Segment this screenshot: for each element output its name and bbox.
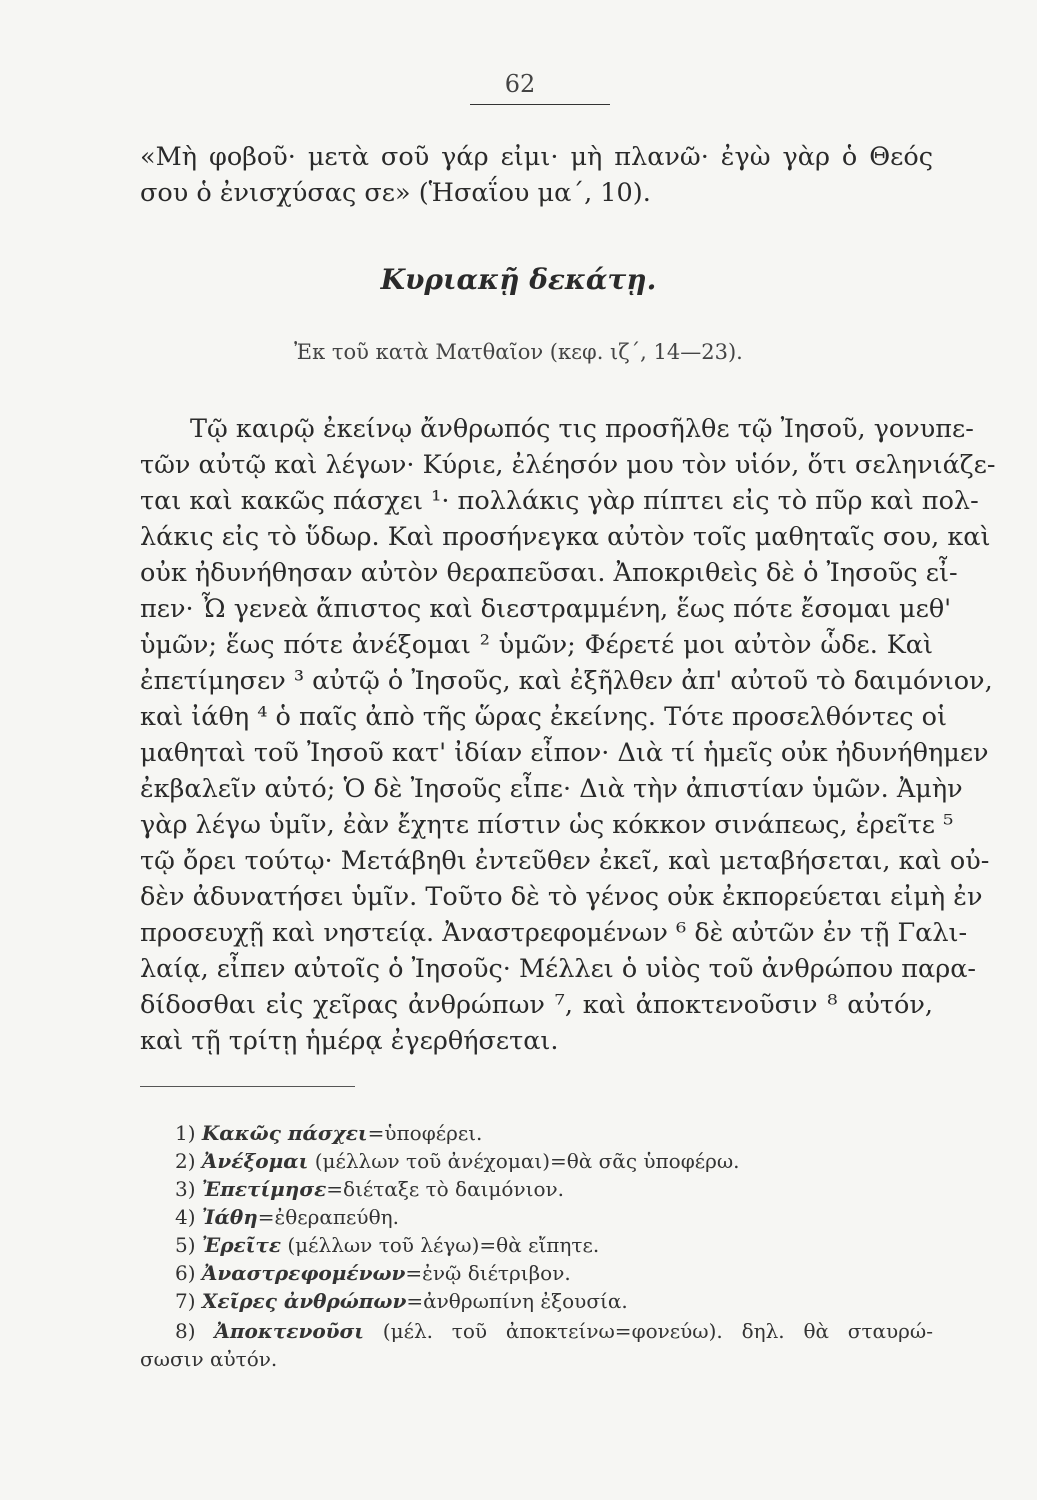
footnote-number: 8) [175, 1319, 196, 1343]
footnote-definition: =ἐθεραπεύθη. [257, 1205, 399, 1229]
footnote-number: 1) [175, 1121, 196, 1145]
footnote [175, 1288, 628, 1314]
footnote-number: 6) [175, 1261, 196, 1285]
footnote [175, 1318, 933, 1344]
body-line: ἐπετίμησεν ³ αὐτῷ ὁ Ἰησοῦς, καὶ ἐξῆλθεν ἀπ' αὐτοῦ τὸ δαιμόνιον, [140, 666, 993, 696]
section-subtitle: Ἐκ τοῦ κατὰ Ματθαῖον (κεφ. ιζ΄, 14—23). [294, 340, 743, 364]
footnote-term: Ἐπετίμησε [201, 1177, 327, 1201]
body-line: καὶ τῇ τρίτῃ ἡμέρᾳ ἐγερθήσεται. [140, 1026, 559, 1056]
body-line: ὑμῶν; ἕως πότε ἀνέξομαι ² ὑμῶν; Φέρετέ μοι αὐτὸν ὧδε. Καὶ [140, 630, 933, 660]
footnote-number: 7) [175, 1289, 196, 1313]
footnotes-rule [140, 1086, 355, 1087]
footnote-definition: (μέλλων τοῦ λέγω)=θὰ εἴπητε. [281, 1233, 600, 1257]
body-line: Τῷ καιρῷ ἐκείνῳ ἄνθρωπός τις προσῆλθε τῷ Ἰησοῦ, γονυπε- [190, 414, 974, 444]
footnote-definition: =ἐνῷ διέτριβον. [405, 1261, 571, 1285]
footnote [175, 1232, 599, 1258]
quote-line: σου ὁ ἐνισχύσας σε» (Ἡσαΐου μα΄, 10). [140, 178, 651, 208]
footnote-term: Ἐρεῖτε [201, 1233, 281, 1257]
footnote-definition: (μέλλων τοῦ ἀνέχομαι)=θὰ σᾶς ὑποφέρω. [308, 1149, 740, 1173]
footnote-term: Χεῖρες ἀνθρώπων [201, 1289, 407, 1313]
quote-line: «Μὴ φοβοῦ· μετὰ σοῦ γάρ εἰμι· μὴ πλανῶ· ἐγὼ γὰρ ὁ Θεός [140, 142, 933, 172]
footnote-definition: =ἀνθρωπίνη ἐξουσία. [406, 1289, 628, 1313]
page-number-rule [470, 104, 610, 105]
body-line: λάκις εἰς τὸ ὕδωρ. Καὶ προσήνεγκα αὐτὸν τοῖς μαθηταῖς σου, καὶ [140, 522, 991, 552]
footnote [175, 1176, 564, 1202]
body-line: γὰρ λέγω ὑμῖν, ἐὰν ἔχητε πίστιν ὡς κόκκον σινάπεως, ἐρεῖτε ⁵ [140, 810, 954, 840]
footnote-number: 4) [175, 1205, 196, 1229]
footnote-number: 2) [175, 1149, 196, 1173]
footnote-term: Ἀποκτενοῦσι [214, 1319, 364, 1343]
footnote-continuation: σωσιν αὐτόν. [140, 1347, 278, 1371]
footnote-term: Κακῶς πάσχει [201, 1121, 368, 1145]
body-line: μαθηταὶ τοῦ Ἰησοῦ κατ' ἰδίαν εἶπον· Διὰ τί ἡμεῖς οὐκ ἠδυνήθημεν [140, 738, 989, 768]
body-line: οὐκ ἠδυνήθησαν αὐτὸν θεραπεῦσαι. Ἀποκριθεὶς δὲ ὁ Ἰησοῦς εἶ- [140, 558, 958, 588]
section-title: Κυριακῇ δεκάτῃ. [380, 263, 657, 296]
body-line: καὶ ἰάθη ⁴ ὁ παῖς ἀπὸ τῆς ὥρας ἐκείνης. Τότε προσελθόντες οἱ [140, 702, 947, 732]
footnote [175, 1260, 571, 1286]
body-line: ται καὶ κακῶς πάσχει ¹· πολλάκις γὰρ πίπτει εἰς τὸ πῦρ καὶ πολ- [140, 486, 979, 516]
body-line: λαίᾳ, εἶπεν αὐτοῖς ὁ Ἰησοῦς· Μέλλει ὁ υἱὸς τοῦ ἀνθρώπου παρα- [140, 954, 977, 984]
body-line: ἐκβαλεῖν αὐτό; Ὁ δὲ Ἰησοῦς εἶπε· Διὰ τὴν ἀπιστίαν ὑμῶν. Ἀμὴν [140, 774, 963, 804]
footnote-definition: (μέλ. τοῦ ἀποκτείνω=φονεύω). δηλ. θὰ σταυρώ- [363, 1319, 934, 1343]
body-line: δὲν ἀδυνατήσει ὑμῖν. Τοῦτο δὲ τὸ γένος οὐκ ἐκπορεύεται εἰμὴ ἐν [140, 882, 983, 912]
footnote-number: 3) [175, 1177, 196, 1201]
body-line: πεν· Ὦ γενεὰ ἄπιστος καὶ διεστραμμένη, ἕως πότε ἔσομαι μεθ' [140, 594, 952, 624]
body-line: τῷ ὄρει τούτῳ· Μετάβηθι ἐντεῦθεν ἐκεῖ, καὶ μεταβήσεται, καὶ οὐ- [140, 846, 990, 876]
footnote-definition: =ὑποφέρει. [367, 1121, 483, 1145]
body-line: προσευχῇ καὶ νηστείᾳ. Ἀναστρεφομένων ⁶ δὲ αὐτῶν ἐν τῇ Γαλι- [140, 918, 968, 948]
footnote [175, 1148, 740, 1174]
footnote-term: Ἰάθη [201, 1205, 258, 1229]
footnote-term: Ἀναστρεφομένων [201, 1261, 406, 1285]
body-line: δίδοσθαι εἰς χεῖρας ἀνθρώπων ⁷, καὶ ἀποκτενοῦσιν ⁸ αὐτόν, [140, 990, 933, 1020]
footnote [175, 1204, 399, 1230]
footnote [175, 1120, 482, 1146]
footnote-term: Ἀνέξομαι [201, 1149, 309, 1173]
page-number: 62 [504, 70, 536, 98]
footnote-definition: =διέταξε τὸ δαιμόνιον. [326, 1177, 565, 1201]
footnote-number: 5) [175, 1233, 196, 1257]
body-line: τῶν αὐτῷ καὶ λέγων· Κύριε, ἐλέησόν μου τὸν υἱόν, ὅτι σεληνιάζε- [140, 450, 996, 480]
